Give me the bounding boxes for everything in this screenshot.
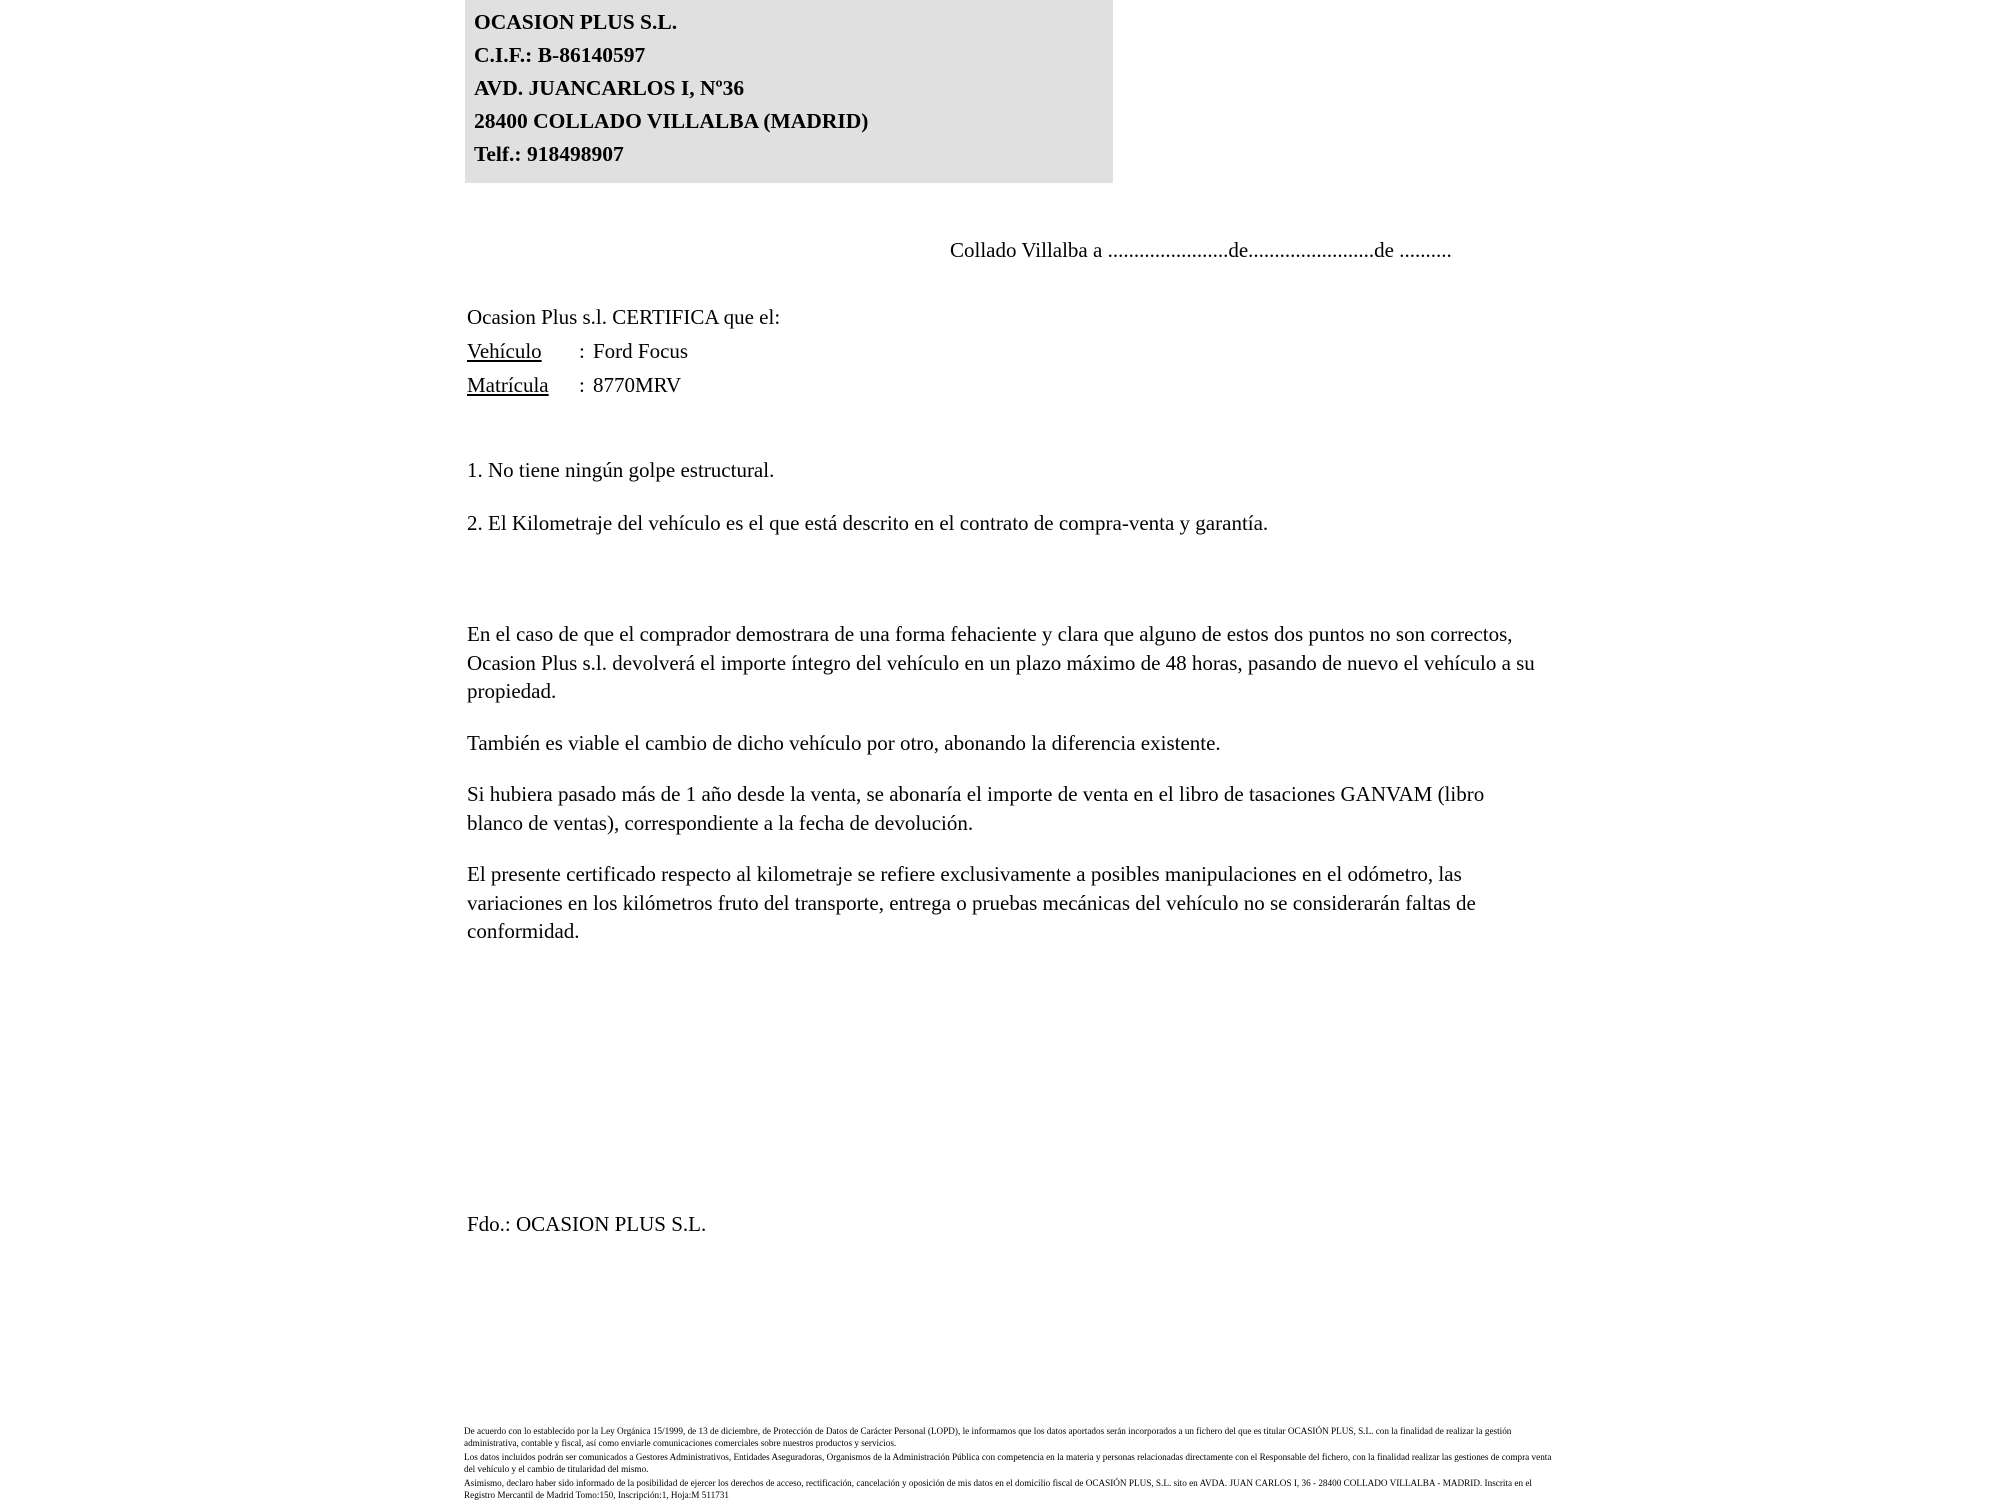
company-letterhead [465,0,1113,183]
body-text [467,620,1542,969]
plate-value: 8770MRV [593,373,682,397]
company-address-city: 28400 COLLADO VILLALBA (MADRID) [474,109,869,133]
vehicle-value: Ford Focus [593,339,689,363]
paragraph-odometer-scope: El presente certificado respecto al kilometraje se refiere exclusivamente a posibles manipulaciones en el odómetro, las variaciones en los kilómetros fruto del transporte, entrega o pruebas mecánicas del vehículo no se considerarán faltas de conformidad. [467,862,1476,943]
company-name: OCASION PLUS S.L. [474,10,678,34]
paragraph-refund-terms: En el caso de que el comprador demostrara de una forma fehaciente y clara que alguno de estos dos puntos no son correctos, Ocasion Plus s.l. devolverá el importe íntegro del vehículo en un plazo máximo de 48 horas, pasando de nuevo el vehículo a su propiedad. [467,622,1535,703]
signature-line: Fdo.: OCASION PLUS S.L. [467,1212,707,1236]
plate-row [467,368,780,402]
legal-footer [464,1426,1554,1504]
paragraph-ganvam-valuation: Si hubiera pasado más de 1 año desde la venta, se abonaría el importe de venta en el libro de tasaciones GANVAM (libro blanco de ventas), correspondiente a la fecha de devolución. [467,782,1485,835]
legal-paragraph-lopd: De acuerdo con lo establecido por la Ley Orgánica 15/1999, de 13 de diciembre, de Protección de Datos de Carácter Personal (LOPD), le informamos que los datos aportados serán incorporados a un fichero del que es titular OCASIÓN PLUS, S.L. con la finalidad de realizar la gestión administrativa, contable y fiscal, así como enviarle comunicaciones comerciales sobre nuestros productos y servicios. [464,1426,1512,1448]
company-phone: Telf.: 918498907 [474,142,624,166]
list-item: 2. El Kilometraje del vehículo es el que está descrito en el contrato de compra-venta y garantía. [467,511,1269,535]
certification-block [467,300,780,402]
vehicle-separator: : [579,339,585,363]
date-line: Collado Villalba a .......................de........................de .......... [950,238,1452,262]
vehicle-row [467,334,780,368]
certified-points-list [467,455,1567,561]
plate-separator: : [579,373,585,397]
list-item: 1. No tiene ningún golpe estructural. [467,458,775,482]
certification-title: Ocasion Plus s.l. CERTIFICA que el: [467,305,781,329]
company-cif: C.I.F.: B-86140597 [474,43,646,67]
paragraph-exchange-option: También es viable el cambio de dicho vehículo por otro, abonando la diferencia existente. [467,730,1221,755]
vehicle-label: Vehículo [467,339,542,363]
legal-paragraph-rights: Asimismo, declaro haber sido informado de la posibilidad de ejercer los derechos de acceso, rectificación, cancelación y oposición de mis datos en el domicilio fiscal de OCASIÓN PLUS, S.L. sito en AVDA. JUAN CARLOS I, 36 - 28400 COLLADO VILLALBA - MADRID. Inscrita en el Registro Mercantil de Madrid Tomo:150, Inscripción:1, Hoja:M 511731 [464,1478,1532,1500]
legal-paragraph-data-sharing: Los datos incluidos podrán ser comunicados a Gestores Administrativos, Entidades Aseguradoras, Organismos de la Administración Pública con competencia en la materia y personas relacionadas directamente con el Responsable del fichero, con la finalidad realizar las gestiones de compra venta del vehículo y el cambio de titularidad del mismo. [464,1452,1552,1474]
company-address-street: AVD. JUANCARLOS I, Nº36 [474,76,745,100]
plate-label: Matrícula [467,373,549,397]
